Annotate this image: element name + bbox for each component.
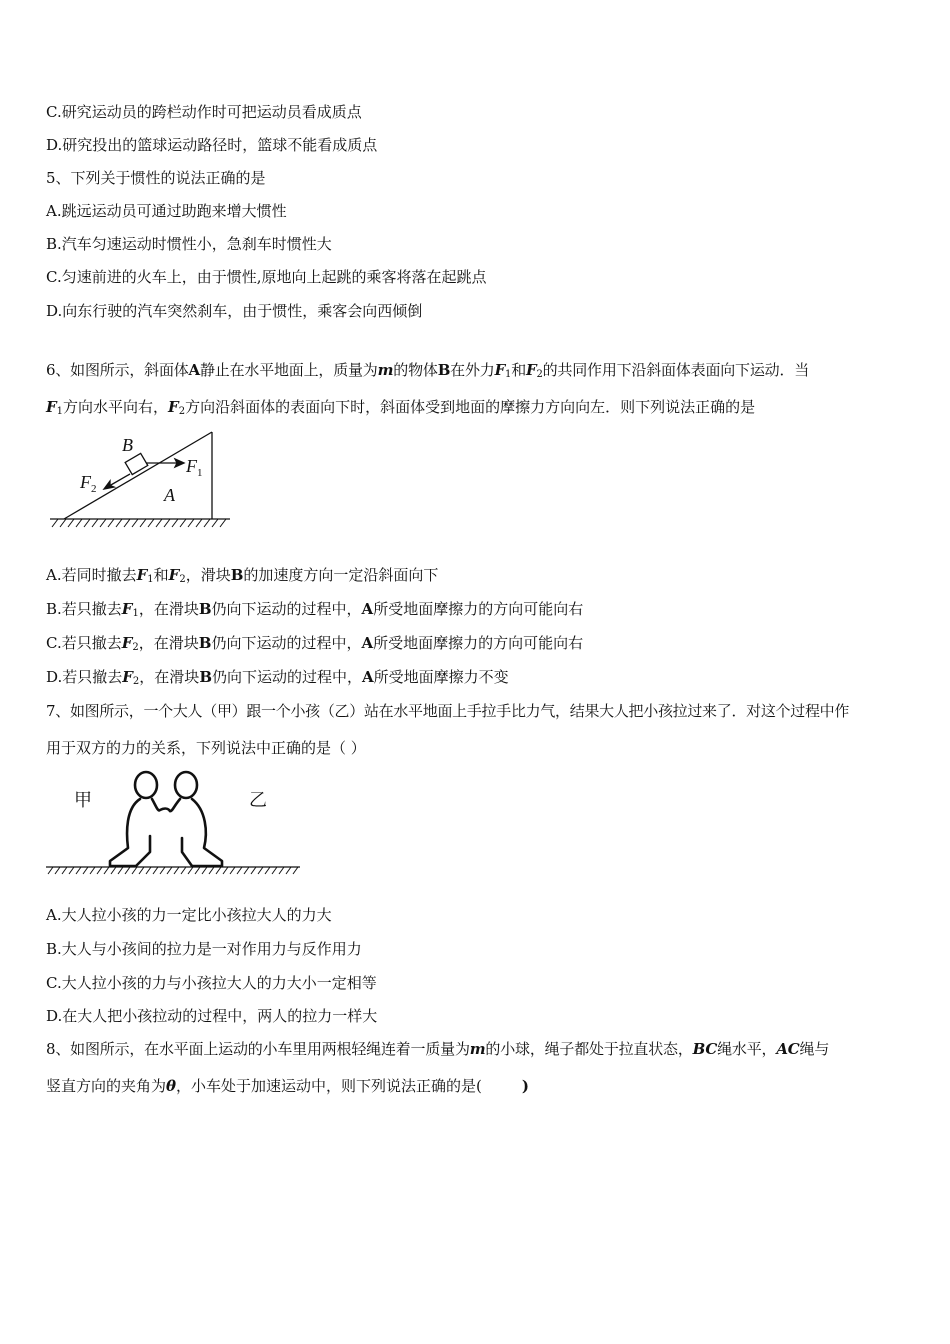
q8-stem-line2: 竖直方向的夹角为θ，小车处于加速运动中，则下列说法正确的是( ) — [46, 1077, 529, 1095]
q4-option-d: D.研究投出的篮球运动路径时，篮球不能看成质点 — [46, 136, 378, 154]
label-f2: $F_2$ — [80, 472, 97, 495]
q7-option-d: D.在大人把小孩拉动的过程中，两人的拉力一样大 — [46, 1007, 378, 1025]
q8-stem-line1: 8、如图所示，在水平面上运动的小车里用两根轻绳连着一质量为m的小球，绳子都处于拉直状态，BC绳水平，AC绳与 — [46, 1040, 830, 1058]
q5-option-d: D.向东行驶的汽车突然刹车，由于惯性，乘客会向西倾倒 — [46, 302, 423, 320]
q6-option-d: D.若只撤去$F_2$，在滑块B仍向下运动的过程中，A所受地面摩擦力不变 — [46, 668, 509, 687]
tug-figure — [46, 766, 302, 880]
q6-stem-line2: $F_1$方向水平向右，$F_2$方向沿斜面体的表面向下时，斜面体受到地面的摩擦力方向向左．则下列说法正确的是 — [46, 398, 756, 417]
q6-option-b: B.若只撤去$F_1$，在滑块B仍向下运动的过程中，A所受地面摩擦力的方向可能向右 — [46, 600, 584, 619]
q6-stem-line1: 6、如图所示，斜面体A静止在水平地面上，质量为m的物体B在外力$F_1$和$F_2$的共同作用下沿斜面体表面向下运动．当 — [46, 361, 810, 380]
q7-option-b: B.大人与小孩间的拉力是一对作用力与反作用力 — [46, 940, 362, 958]
q6-option-a: A.若同时撤去$F_1$和$F_2$，滑块B的加速度方向一定沿斜面向下 — [46, 566, 439, 585]
child-figure — [170, 772, 222, 866]
q6-option-c: C.若只撤去$F_2$，在滑块B仍向下运动的过程中，A所受地面摩擦力的方向可能向右 — [46, 634, 584, 653]
label-a: A — [164, 485, 175, 505]
q7-stem-line2: 用于双方的力的关系，下列说法中正确的是（ ） — [46, 739, 366, 757]
q5-option-a: A.跳远运动员可通过助跑来增大惯性 — [46, 202, 287, 220]
q7-stem-line1: 7、如图所示，一个大人（甲）跟一个小孩（乙）站在水平地面上手拉手比力气，结果大人把小孩拉过来了．对这个过程中作 — [46, 702, 850, 720]
label-b: B — [122, 435, 133, 455]
q7-option-a: A.大人拉小孩的力一定比小孩拉大人的力大 — [46, 906, 332, 924]
label-f1: $F_1$ — [186, 456, 203, 479]
q5-option-c: C.匀速前进的火车上，由于惯性,原地向上起跳的乘客将落在起跳点 — [46, 268, 487, 286]
q5-option-b: B.汽车匀速运动时惯性小，急刹车时惯性大 — [46, 235, 332, 253]
q4-option-c: C.研究运动员的跨栏动作时可把运动员看成质点 — [46, 103, 362, 121]
q7-option-c: C.大人拉小孩的力与小孩拉大人的力大小一定相等 — [46, 974, 377, 992]
label-jia: 甲 — [74, 790, 92, 811]
force-f2-arrow — [110, 474, 130, 486]
label-yi: 乙 — [249, 790, 267, 811]
incline-figure — [46, 428, 236, 538]
q5-stem: 5、下列关于惯性的说法正确的是 — [46, 169, 266, 187]
adult-figure — [110, 772, 170, 866]
